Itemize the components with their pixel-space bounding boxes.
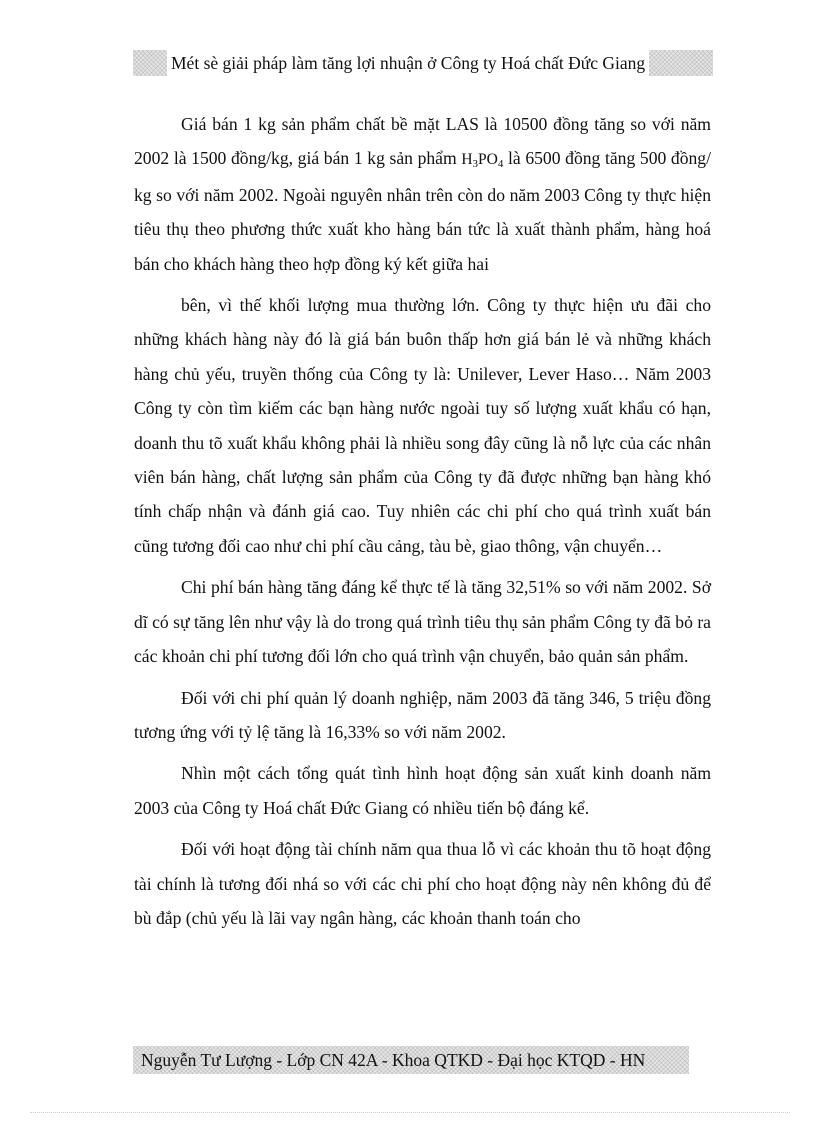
paragraph-1-text-end: là 6500 đồng tăng 500 đồng/ kg so với năm 2002. Ngoài nguyên nhân trên còn do năm 2003 Công ty thực hiện tiêu thụ theo phương thức xuất kho hàng bán tức là xuất thành phẩm, hàng hoá bán cho khách hàng theo hợp đồng ký kết giữa hai — [134, 148, 711, 274]
paragraph-1-text-start: Giá bán 1 kg sản phẩm chất bề mặt LAS là 10500 đồng tăng so với năm 2002 là 1500 đồng/kg, giá bán 1 kg sản phẩm — [134, 114, 711, 169]
formula-h: H — [461, 151, 473, 169]
paragraph-1 — [134, 107, 711, 281]
formula-po-subscript: 4 — [497, 158, 504, 171]
paragraph-5: Nhìn một cách tổng quát tình hình hoạt động sản xuất kinh doanh năm 2003 của Công ty Hoá chất Đức Giang có nhiều tiến bộ đáng kể. — [134, 763, 711, 818]
formula-h-subscript: 3 — [472, 158, 479, 171]
page-bottom-divider — [30, 1112, 790, 1113]
paragraph-6: Đối với hoạt động tài chính năm qua thua lỗ vì các khoản thu tõ hoạt động tài chính là tương đối nhá so với các chi phí cho hoạt động này nên không đủ để bù đắp (chủ yếu là lãi vay ngân hàng, các khoản thanh toán cho — [134, 839, 711, 928]
header-title: Mét sè giải pháp làm tăng lợi nhuận ở Công ty Hoá chất Đức Giang — [167, 50, 649, 76]
chemical-formula — [461, 151, 504, 171]
paragraph-3: Chi phí bán hàng tăng đáng kể thực tế là tăng 32,51% so với năm 2002. Sở dĩ có sự tăng lên như vậy là do trong quá trình tiêu thụ sản phẩm Công ty đã bỏ ra các khoản chi phí tương đối lớn cho quá trình vận chuyển, bảo quản sản phẩm. — [134, 577, 711, 667]
paragraph-2: bên, vì thế khối lượng mua thường lớn. Công ty thực hiện ưu đãi cho những khách hàng này đó là giá bán buôn thấp hơn giá bán lẻ và những khách hàng chủ yếu, truyền thống của Công ty là: Unilever, Lever Haso… Năm 2003 Công ty còn tìm kiếm các bạn hàng nước ngoài tuy số lượng xuất khẩu có hạn, doanh thu tõ xuất khẩu không phải là nhiều song đây cũng là nỗ lực của các nhân viên bán hàng, chất lượng sản phẩm của Công ty đã được những bạn hàng khó tính chấp nhận và đánh giá cao. Tuy nhiên các chi phí cho quá trình xuất bán cũng tương đối cao như chi phí cầu cảng, tàu bè, giao thông, vận chuyển… — [134, 295, 711, 556]
page-header — [133, 50, 713, 76]
footer-text: Nguyễn Tư Lượng - Lớp CN 42A - Khoa QTKD - Đại học KTQD - HN — [141, 1050, 646, 1070]
document-body — [134, 107, 711, 942]
formula-po: PO — [478, 151, 498, 169]
paragraph-4: Đối với chi phí quản lý doanh nghiệp, năm 2003 đã tăng 346, 5 triệu đồng tương ứng với tỷ lệ tăng là 16,33% so với năm 2002. — [134, 687, 711, 742]
page-footer — [133, 1046, 689, 1074]
